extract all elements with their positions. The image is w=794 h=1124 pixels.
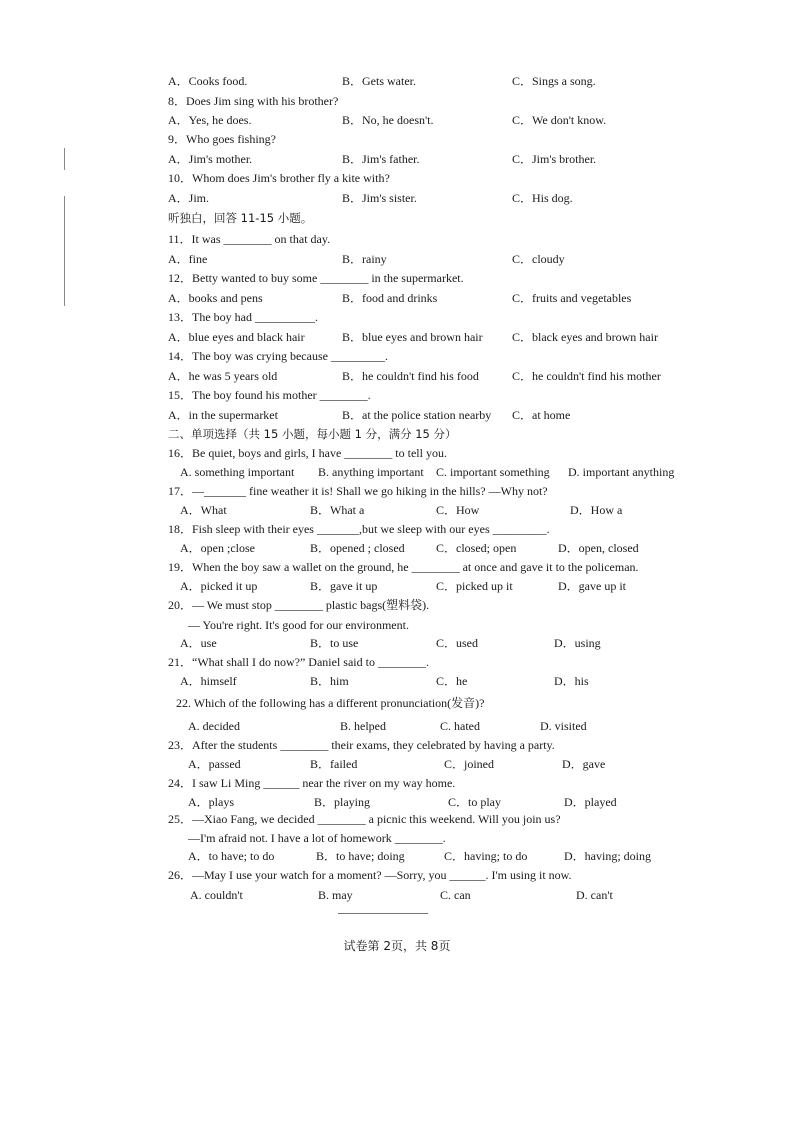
answer-option: A．passed [188, 757, 241, 771]
option-row [168, 540, 708, 556]
page-footer: 试卷第 2页，共 8页 [343, 939, 451, 953]
option-row [168, 718, 708, 734]
answer-option: B. may [318, 888, 353, 902]
answer-option: A．use [180, 636, 217, 650]
answer-option: B．to use [310, 636, 359, 650]
answer-option: B．Gets water. [342, 74, 416, 88]
option-row [168, 251, 708, 267]
answer-option: D. important anything [568, 465, 675, 479]
option-row [168, 329, 708, 345]
question-text: 26．—May I use your watch for a moment? —Sorry, you ______. I'm using it now. [168, 868, 572, 882]
question-text: 21．“What shall I do now?” Daniel said to ________. [168, 655, 429, 669]
answer-option: D．gave up it [558, 579, 626, 593]
option-row [168, 887, 708, 903]
divider [338, 913, 428, 914]
answer-option: B．blue eyes and brown hair [342, 330, 483, 344]
answer-option: A．books and pens [168, 291, 263, 305]
answer-option: C．His dog. [512, 191, 573, 205]
answer-option: A．Cooks food. [168, 74, 248, 88]
question-text: 10．Whom does Jim's brother fly a kite with? [168, 171, 390, 185]
option-row [168, 407, 708, 423]
margin-mark [64, 148, 65, 170]
answer-option: B．he couldn't find his food [342, 369, 479, 383]
question-text: 22. Which of the following has a different pronunciation(发音)? [176, 696, 485, 710]
answer-option: C．used [436, 636, 479, 650]
answer-option: B. helped [340, 719, 386, 733]
option-row [168, 673, 708, 689]
answer-option: A．Jim's mother. [168, 152, 253, 166]
answer-option: D．having; doing [564, 849, 651, 863]
option-row [168, 368, 708, 384]
answer-option: C．Jim's brother. [512, 152, 597, 166]
answer-option: A．What [180, 503, 227, 517]
answer-option: B．failed [310, 757, 358, 771]
answer-option: C．to play [448, 795, 501, 809]
section-heading: 听独白，回答 11-15 小题。 [168, 211, 313, 225]
answer-option: C．fruits and vegetables [512, 291, 632, 305]
answer-option: B．him [310, 674, 349, 688]
answer-option: D．How a [570, 503, 623, 517]
question-text: 8．Does Jim sing with his brother? [168, 94, 339, 108]
answer-option: C．picked up it [436, 579, 513, 593]
option-row [168, 151, 708, 167]
option-row [168, 756, 708, 772]
answer-option: B．No, he doesn't. [342, 113, 434, 127]
answer-option: D．using [554, 636, 601, 650]
answer-option: A．Yes, he does. [168, 113, 252, 127]
answer-option: C．joined [444, 757, 494, 771]
answer-option: A．himself [180, 674, 237, 688]
answer-option: C. hated [440, 719, 480, 733]
answer-option: B．gave it up [310, 579, 378, 593]
answer-option: A．Jim. [168, 191, 210, 205]
question-text: 19．When the boy saw a wallet on the ground, he ________ at once and gave it to the policeman. [168, 560, 639, 574]
question-text: 9．Who goes fishing? [168, 132, 276, 146]
answer-option: B．opened ; closed [310, 541, 405, 555]
answer-option: B．rainy [342, 252, 387, 266]
answer-option: C．Sings a song. [512, 74, 596, 88]
question-text: 18．Fish sleep with their eyes _______,but we sleep with our eyes _________. [168, 522, 550, 536]
question-text: 13．The boy had __________. [168, 310, 318, 324]
option-row [168, 635, 708, 651]
answer-option: B. anything important [318, 465, 424, 479]
answer-option: C．at home [512, 408, 571, 422]
answer-option: D．open, closed [558, 541, 639, 555]
question-text: 12．Betty wanted to buy some ________ in the supermarket. [168, 271, 464, 285]
answer-option: C．black eyes and brown hair [512, 330, 658, 344]
answer-option: A. something important [180, 465, 295, 479]
question-text: 20．— We must stop ________ plastic bags(塑料袋). [168, 598, 430, 612]
option-row [168, 794, 708, 810]
option-row [168, 578, 708, 594]
option-row [168, 290, 708, 306]
answer-option: A. decided [188, 719, 240, 733]
answer-option: C．closed; open [436, 541, 517, 555]
answer-option: A．blue eyes and black hair [168, 330, 305, 344]
option-row [168, 73, 708, 89]
answer-option: B．Jim's sister. [342, 191, 417, 205]
question-text: 24．I saw Li Ming ______ near the river on my way home. [168, 776, 456, 790]
option-row [168, 502, 708, 518]
answer-option: D．played [564, 795, 617, 809]
answer-option: D. can't [576, 888, 613, 902]
answer-option: C. important something [436, 465, 550, 479]
answer-option: B．Jim's father. [342, 152, 420, 166]
question-text: 11．It was ________ on that day. [168, 232, 331, 246]
answer-option: A．fine [168, 252, 208, 266]
margin-mark [64, 196, 65, 306]
answer-option: C. can [440, 888, 471, 902]
answer-option: C．cloudy [512, 252, 565, 266]
answer-option: A．open ;close [180, 541, 255, 555]
answer-option: C．he [436, 674, 468, 688]
answer-option: D．gave [562, 757, 606, 771]
answer-option: C．he couldn't find his mother [512, 369, 661, 383]
option-row [168, 112, 708, 128]
option-row [168, 190, 708, 206]
answer-option: A. couldn't [190, 888, 243, 902]
question-text: —I'm afraid not. I have a lot of homework ________. [188, 831, 446, 845]
answer-option: C．How [436, 503, 480, 517]
question-text: 17．—_______ fine weather it is! Shall we go hiking in the hills? —Why not? [168, 484, 548, 498]
section-heading: 二、单项选择（共 15 小题，每小题 1 分，满分 15 分） [168, 427, 457, 441]
answer-option: B．What a [310, 503, 365, 517]
answer-option: A．to have; to do [188, 849, 275, 863]
question-text: 25．—Xiao Fang, we decided ________ a picnic this weekend. Will you join us? [168, 812, 561, 826]
question-text: 15．The boy found his mother ________. [168, 388, 371, 402]
question-text: 14．The boy was crying because _________. [168, 349, 388, 363]
answer-option: B．at the police station nearby [342, 408, 492, 422]
answer-option: A．he was 5 years old [168, 369, 278, 383]
question-text: 23．After the students ________ their exams, they celebrated by having a party. [168, 738, 555, 752]
answer-option: C．We don't know. [512, 113, 607, 127]
answer-option: C．having; to do [444, 849, 528, 863]
question-text: 16．Be quiet, boys and girls, I have ________ to tell you. [168, 446, 447, 460]
answer-option: D．his [554, 674, 589, 688]
question-text: — You're right. It's good for our environment. [188, 618, 409, 632]
answer-option: B．to have; doing [316, 849, 405, 863]
answer-option: B．food and drinks [342, 291, 438, 305]
option-row [168, 464, 708, 480]
answer-option: A．plays [188, 795, 234, 809]
option-row [168, 848, 708, 864]
answer-option: A．in the supermarket [168, 408, 278, 422]
answer-option: A．picked it up [180, 579, 258, 593]
answer-option: D. visited [540, 719, 587, 733]
answer-option: B．playing [314, 795, 370, 809]
